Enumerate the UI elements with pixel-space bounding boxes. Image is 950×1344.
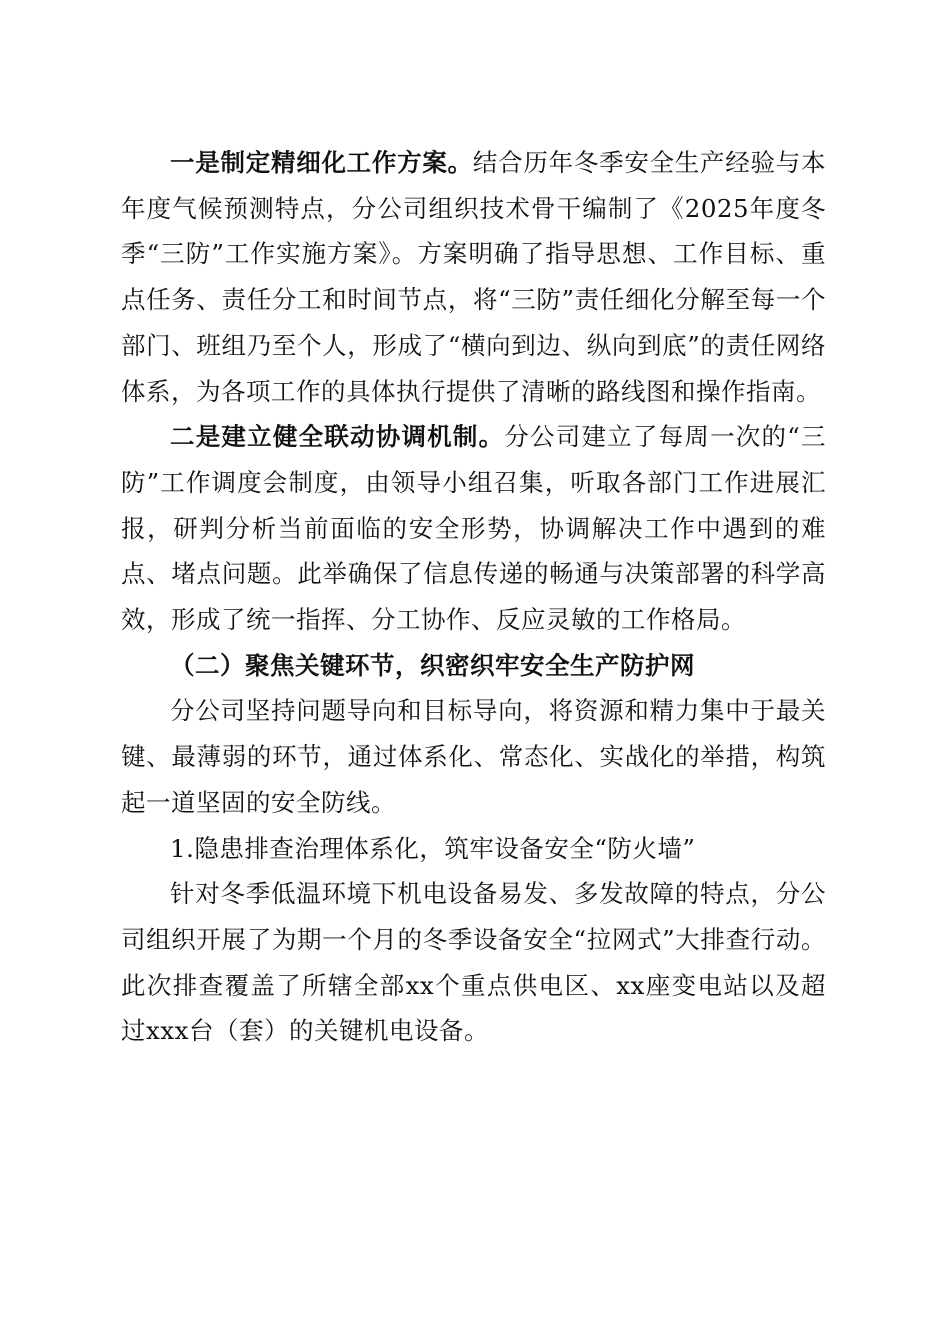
- paragraph-inspection: 针对冬季低温环境下机电设备易发、多发故障的特点，分公司组织开展了为期一个月的冬季设备安全“拉网式”大排查行动。此次排查覆盖了所辖全部xx个重点供电区、xx座变电站以及超过xxx台（套）的关键机电设备。: [121, 879, 826, 1046]
- paragraph-section-intro: 分公司坚持问题导向和目标导向，将资源和精力集中于最关键、最薄弱的环节，通过体系化、常态化、实战化的举措，构筑起一道坚固的安全防线。: [121, 696, 826, 817]
- paragraph-work-plan: [121, 140, 826, 414]
- paragraph-text: 结合历年冬季安全生产经验与本年度气候预测特点，分公司组织技术骨干编制了《2025年度冬季“三防”工作实施方案》。方案明确了指导思想、工作目标、重点任务、责任分工和时间节点，将“三防”责任细化分解至每一个部门、班组乃至个人，形成了“横向到边、纵向到底”的责任网络体系，为各项工作的具体执行提供了清晰的路线图和操作指南。: [121, 148, 827, 406]
- section-heading: （二）聚焦关键环节，织密织牢安全生产防护网: [170, 650, 695, 680]
- paragraph-text: 分公司建立了每周一次的“三防”工作调度会制度，由领导小组召集，听取各部门工作进展汇报，研判分析当前面临的安全形势，协调解决工作中遇到的难点、堵点问题。此举确保了信息传递的畅通与决策部署的科学高效，形成了统一指挥、分工协作、反应灵敏的工作格局。: [121, 422, 826, 635]
- sub-heading: 1.隐患排查治理体系化，筑牢设备安全“防火墙”: [170, 833, 696, 863]
- paragraph-lead: 一是制定精细化工作方案。: [170, 148, 473, 177]
- document-body: [121, 140, 826, 1054]
- paragraph-coordination: [121, 414, 826, 643]
- paragraph-lead: 二是建立健全联动协调机制。: [170, 422, 505, 452]
